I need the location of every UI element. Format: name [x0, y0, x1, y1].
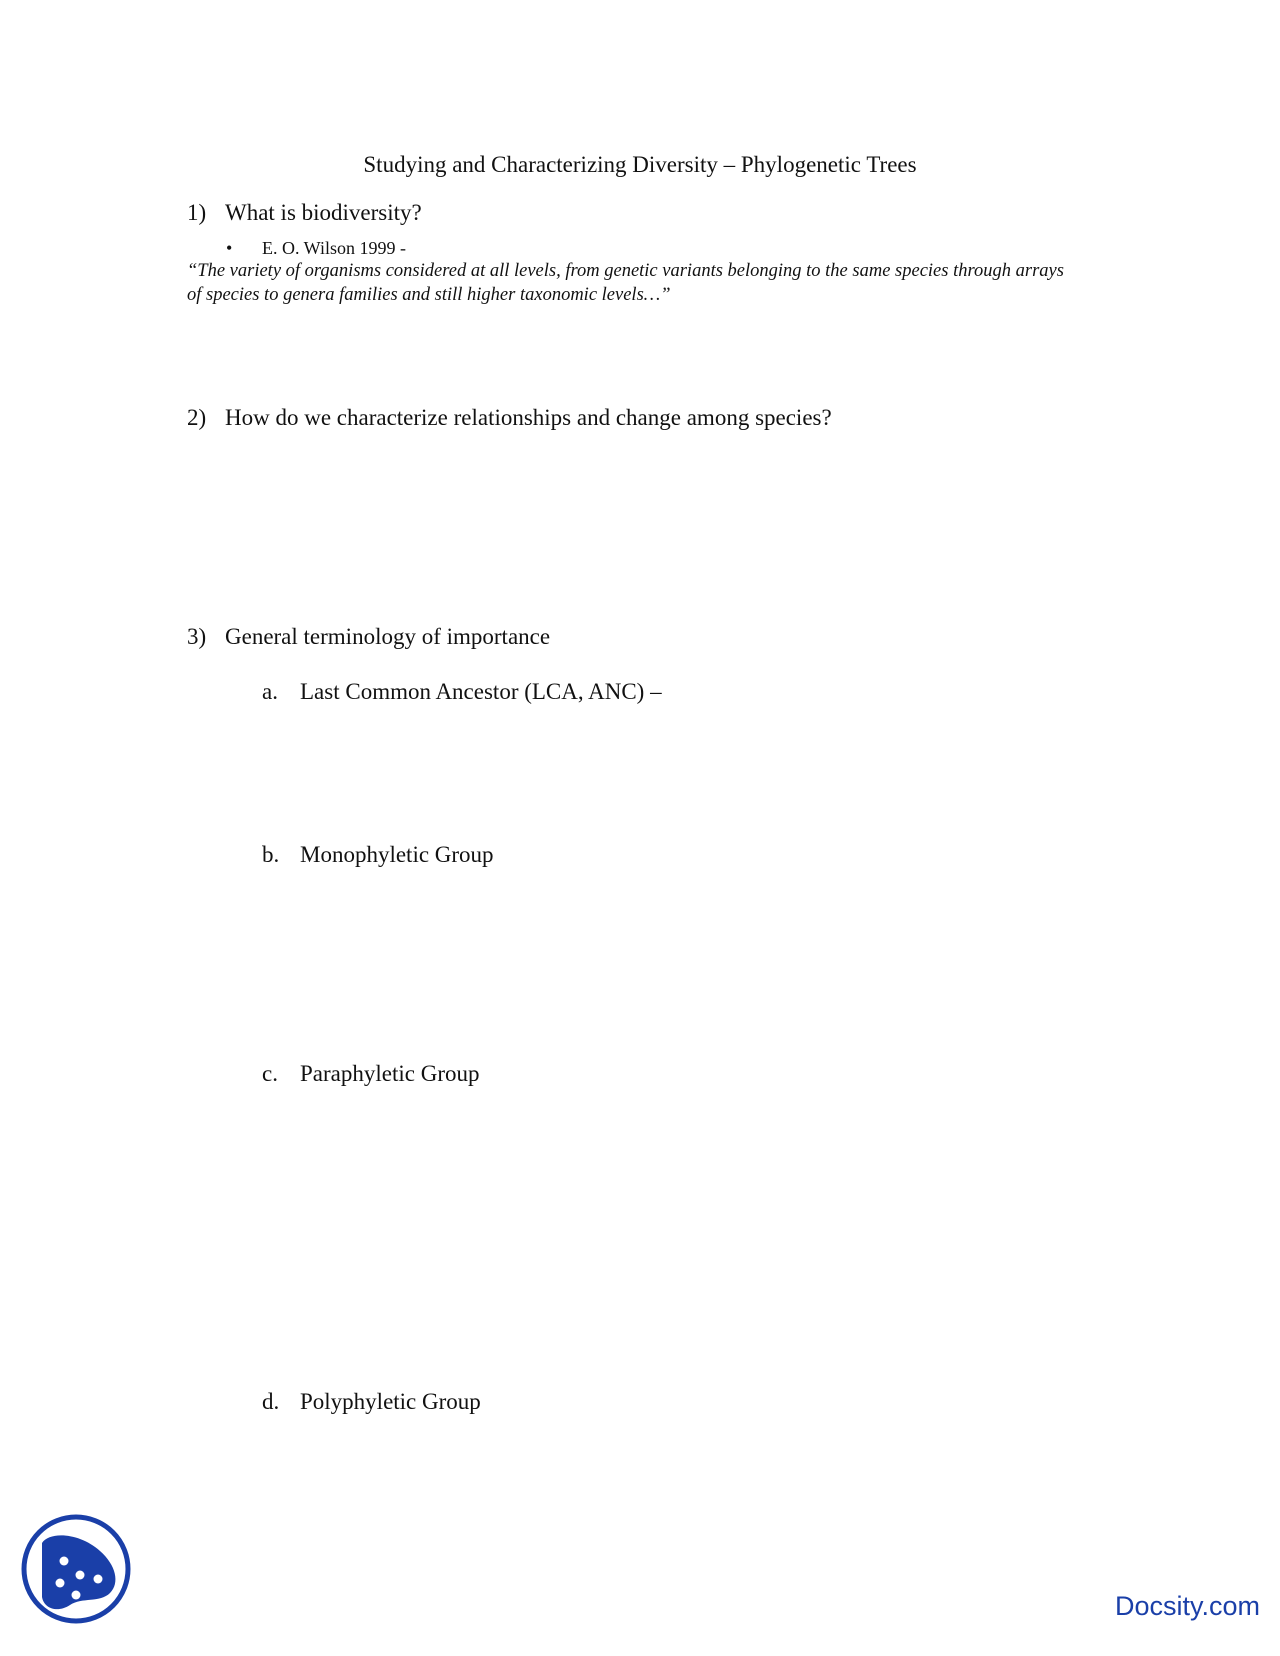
term-text: Last Common Ancestor (LCA, ANC) – [300, 679, 662, 704]
question-text: General terminology of importance [225, 624, 551, 649]
term-letter: b. [262, 842, 280, 867]
question-2 [187, 403, 832, 433]
term-monophyletic [262, 840, 494, 870]
term-text: Paraphyletic Group [300, 1061, 480, 1086]
wilson-quote: “The variety of organisms considered at all levels, from genetic variants belonging to the same species through arrays of species to genera families and still higher taxonomic levels…” [187, 261, 1064, 305]
term-text: Polyphyletic Group [300, 1389, 481, 1414]
question-text: How do we characterize relationships and change among species? [225, 405, 832, 430]
term-letter: d. [262, 1389, 280, 1414]
question-text: What is biodiversity? [225, 200, 422, 225]
docsity-logo-icon[interactable] [20, 1513, 132, 1625]
docsity-brand-link[interactable]: Docsity.com [1114, 1591, 1260, 1621]
page-title: Studying and Characterizing Diversity – Phylogenetic Trees [363, 152, 917, 177]
term-text: Monophyletic Group [300, 842, 494, 867]
citation-text: E. O. Wilson 1999 - [262, 238, 406, 258]
question-1 [187, 198, 422, 228]
term-letter: a. [262, 679, 278, 704]
term-letter: c. [262, 1061, 278, 1086]
citation-bullet [226, 238, 406, 258]
term-paraphyletic [262, 1059, 479, 1089]
question-number: 2) [187, 405, 207, 430]
question-3 [187, 622, 550, 652]
term-polyphyletic [262, 1387, 481, 1417]
term-lca [262, 677, 662, 707]
question-number: 1) [187, 200, 207, 225]
question-number: 3) [187, 624, 207, 649]
bullet-icon: • [226, 238, 233, 258]
